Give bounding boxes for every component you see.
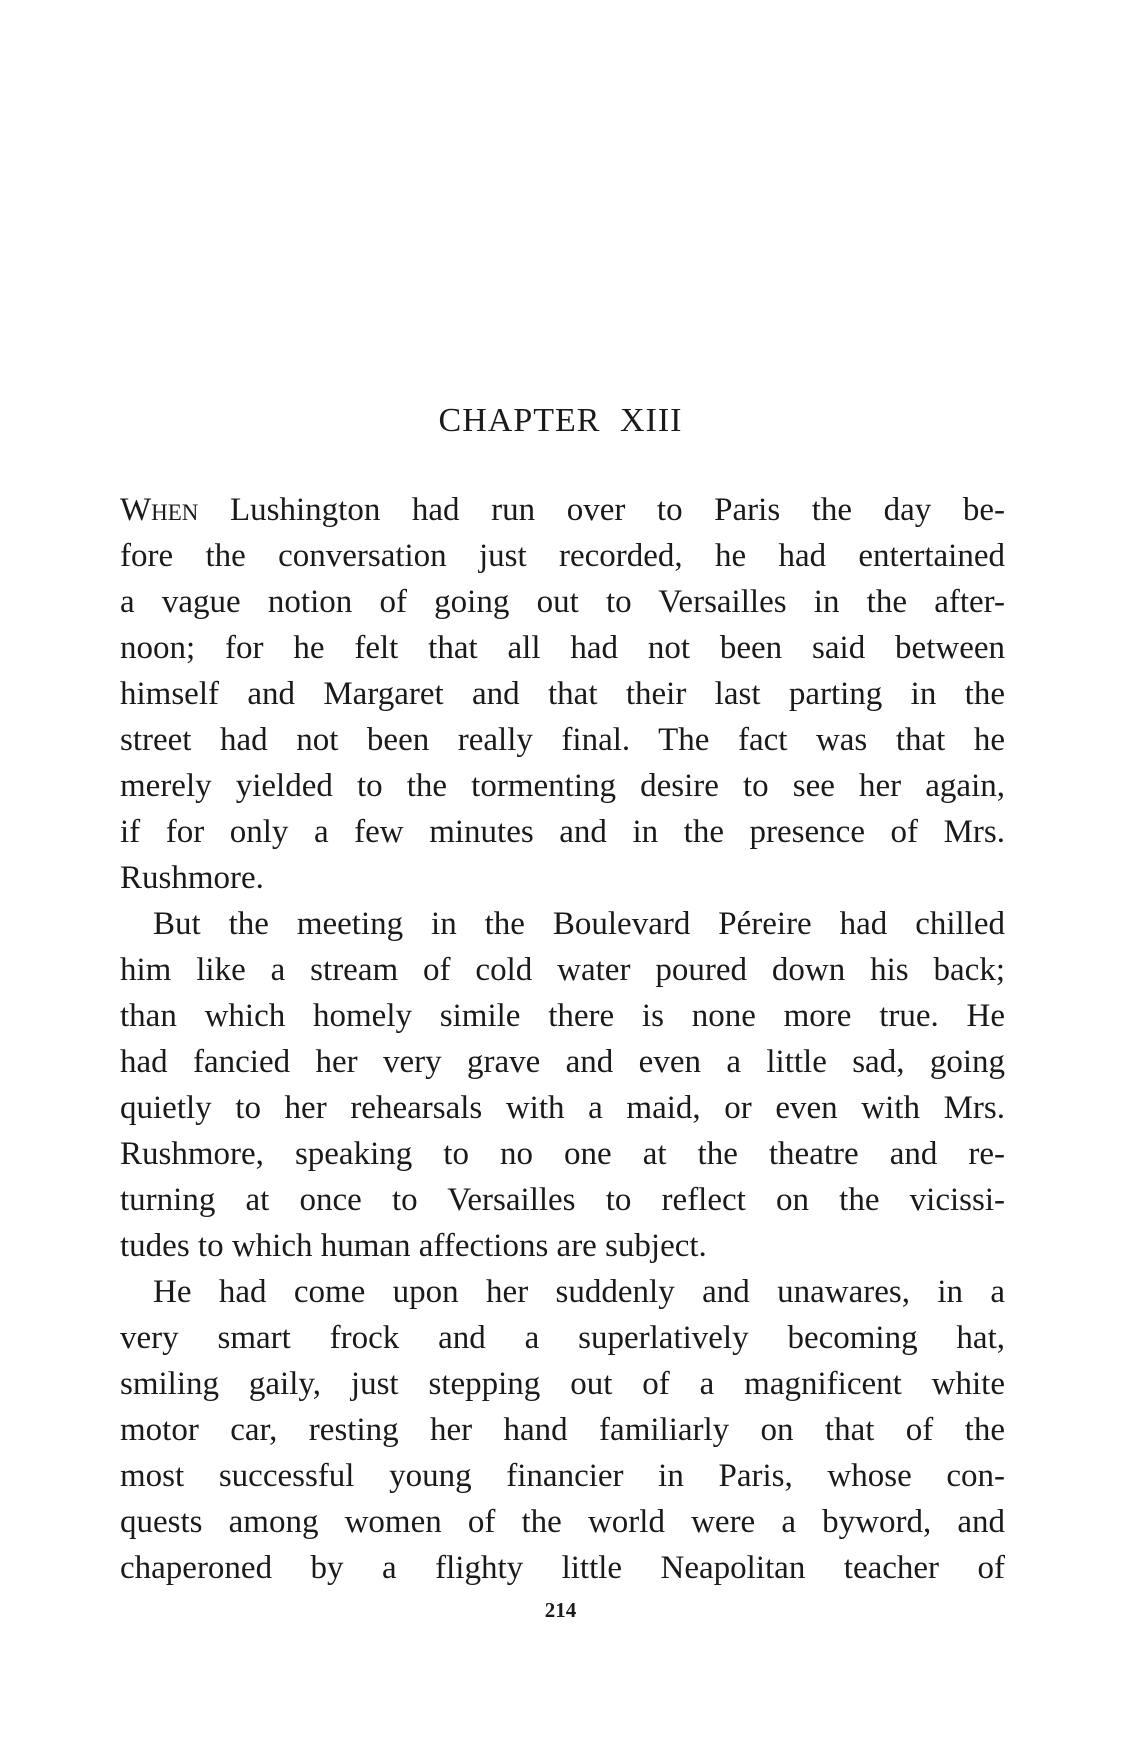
text-line — [120, 1131, 1005, 1177]
line-text: quests among women of the world were a byword, and — [120, 1504, 1005, 1540]
line-text: himself and Margaret and that their last parting in the — [120, 676, 1005, 712]
text-line — [120, 1039, 1005, 1085]
text-line — [120, 1177, 1005, 1223]
lead-word: When — [120, 492, 199, 528]
line-text: smiling gaily, just stepping out of a magnificent white — [120, 1366, 1005, 1402]
line-text: most successful young financier in Paris, whose con- — [120, 1458, 1005, 1494]
line-text: turning at once to Versailles to reflect on the vicissi- — [120, 1182, 1005, 1218]
text-line — [120, 1545, 1005, 1591]
text-line — [120, 901, 1005, 947]
line-text: a vague notion of going out to Versailles in the after- — [120, 584, 1005, 620]
text-line — [120, 1407, 1005, 1453]
text-line — [120, 1453, 1005, 1499]
text-line — [120, 625, 1005, 671]
text-line — [120, 671, 1005, 717]
text-line — [120, 809, 1005, 855]
text-line — [120, 533, 1005, 579]
text-line — [120, 855, 1005, 901]
line-text: He had come upon her suddenly and unawares, in a — [153, 1274, 1005, 1310]
line-text: Lushington had run over to Paris the day be- — [198, 492, 1005, 528]
text-line — [120, 1269, 1005, 1315]
text-line — [120, 1085, 1005, 1131]
line-text: chaperoned by a flighty little Neapolitan teacher of — [120, 1550, 1005, 1586]
page-number: 214 — [544, 1598, 577, 1622]
text-line — [120, 487, 1005, 533]
line-text: if for only a few minutes and in the presence of Mrs. — [120, 814, 1005, 850]
text-line — [120, 993, 1005, 1039]
line-text: motor car, resting her hand familiarly on that of the — [120, 1412, 1005, 1448]
text-line — [120, 947, 1005, 993]
line-text: tudes to which human affections are subject. — [120, 1228, 707, 1264]
chapter-heading: CHAPTER XIII — [438, 402, 683, 439]
line-text: had fancied her very grave and even a little sad, going — [120, 1044, 1005, 1080]
text-line — [120, 1361, 1005, 1407]
text-line — [120, 717, 1005, 763]
text-line — [120, 1223, 1005, 1269]
text-line — [120, 1499, 1005, 1545]
text-line — [120, 763, 1005, 809]
text-line — [120, 1315, 1005, 1361]
line-text: very smart frock and a superlatively becoming hat, — [120, 1320, 1005, 1356]
line-text: quietly to her rehearsals with a maid, or even with Mrs. — [120, 1090, 1005, 1126]
text-line — [120, 579, 1005, 625]
line-text: merely yielded to the tormenting desire to see her again, — [120, 768, 1005, 804]
line-text: Rushmore, speaking to no one at the theatre and re- — [120, 1136, 1005, 1172]
line-text: Rushmore. — [120, 860, 264, 896]
line-text: But the meeting in the Boulevard Péreire had chilled — [153, 906, 1005, 942]
line-text: street had not been really final. The fact was that he — [120, 722, 1005, 758]
line-text: noon; for he felt that all had not been said between — [120, 630, 1005, 666]
line-text: him like a stream of cold water poured down his back; — [120, 952, 1005, 988]
body-text — [120, 487, 1005, 1591]
line-text: than which homely simile there is none more true. He — [120, 998, 1005, 1034]
line-text: fore the conversation just recorded, he had entertained — [120, 538, 1005, 574]
